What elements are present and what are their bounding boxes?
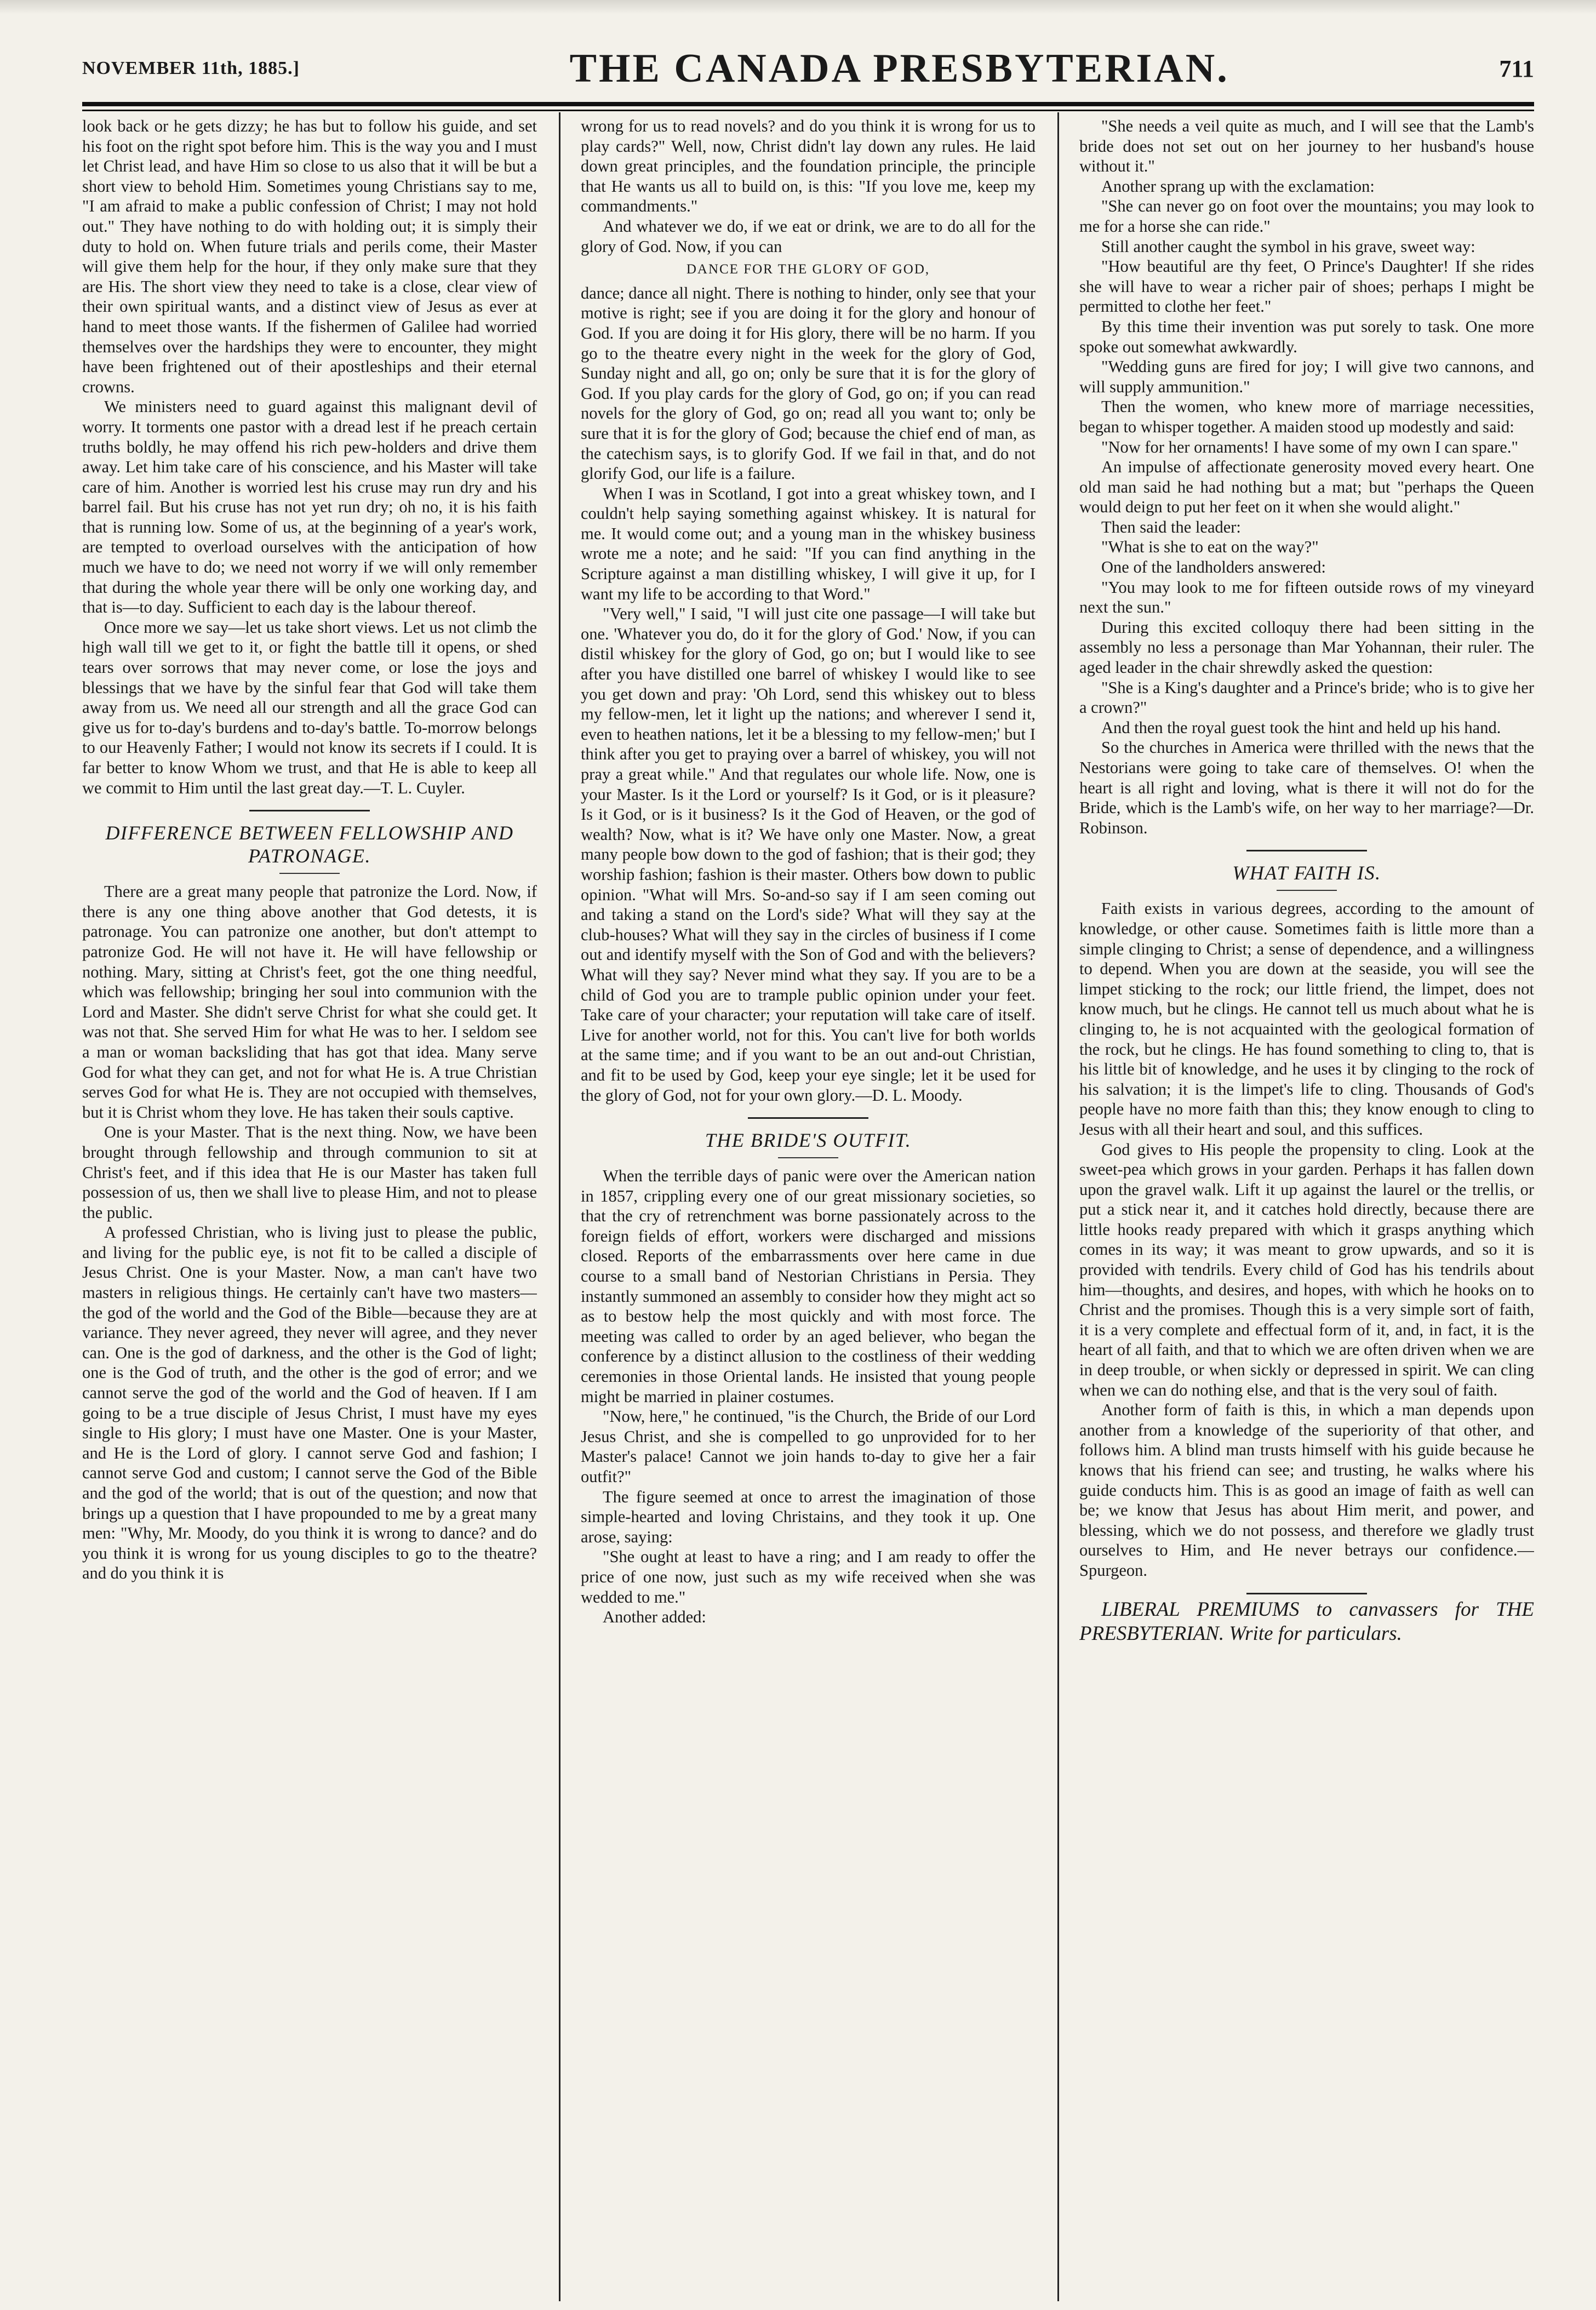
article-paragraph: Another added: [603, 1608, 706, 1627]
article-paragraph: The figure seemed at once to arrest the imagination of those simple-hearted and loving Christains, and they took it up. One arose, saying: [581, 1487, 1036, 1546]
article-paragraph: And whatever we do, if we eat or drink, we are to do all for the glory of God. Now, if you can [581, 216, 1036, 256]
article-paragraph: look back or he gets dizzy; he has but to follow his guide, and set his foot on the right spot before him. This is the way you and I must let Christ lead, and have Him so close to us also that it will be but a short view to behold Him. Sometimes young Christians say to me, "I am afraid to make a public confession of Christ; I may not hold out." They have nothing to do with holding out; it is simply their duty to hold on. When future trials and perils come, their Master will give them help for the hour, if they only make sure that they are His. The short view they need to take is a close, clear view of their own spiritual wants, and a distinct view of Jesus as ever at hand to meet those wants. If the fishermen of Galilee had worried themselves over the hardships they were to encounter, they might have been frightened out of their apostleships and their eternal crowns. [82, 117, 537, 396]
article-paragraph: Then the women, who knew more of marriage necessities, began to whisper together. A maiden stood up modestly and said: [1079, 397, 1534, 436]
article-paragraph: "Now for her ornaments! I have some of my own I can spare." [1101, 437, 1518, 456]
section-divider [249, 810, 370, 811]
page-top-edge [0, 0, 1596, 14]
article-paragraph: wrong for us to read novels? and do you think it is wrong for us to play cards?" Well, now, Christ didn't lay down any rules. He laid down great principles, and the foundation principle, the principle that He wants us all to build on, is this: "If you love me, keep my commandments." [581, 117, 1036, 216]
article-paragraph: "She can never go on foot over the mountains; you may look to me for a horse she can ride." [1079, 197, 1534, 236]
section-divider [1246, 850, 1367, 851]
issue-date: NOVEMBER 11th, 1885.] [82, 58, 300, 78]
article-paragraph: "Now, here," he continued, "is the Church, the Bride of our Lord Jesus Christ, and she is compelled to go unprovided for to her Master's palace! Cannot we join hands to-day to give her a fair outfit?" [581, 1407, 1036, 1486]
article-paragraph: Then said the leader: [1101, 517, 1241, 536]
heading-rule [1277, 890, 1337, 891]
article-paragraph: "What is she to eat on the way?" [1101, 538, 1319, 557]
article-paragraph: Another form of faith is this, in which a man depends upon another from a knowledge of the superiority of that other, and follows him. A blind man trusts himself with his guide because he knows that his friend can see; and trusting, he walks where his guide conducts him. This is as good an image of faith as well can be; we know that Jesus has about Him merit, and power, and blessing, which we do not possess, and therefore we gladly trust ourselves to Him, and He never betrays our confidence.—Spurgeon. [1079, 1400, 1534, 1580]
article-paragraph: "Wedding guns are fired for joy; I will give two cannons, and will supply ammunition." [1079, 357, 1534, 396]
article-paragraph: "She needs a veil quite as much, and I will see that the Lamb's bride does not set out on her journey to her husband's house without it." [1079, 117, 1534, 176]
article-paragraph: One of the landholders answered: [1101, 558, 1326, 577]
article-paragraph: Faith exists in various degrees, according to the amount of knowledge, or other cause. Sometimes faith is little more than a simple clinging to Christ; a sense of dependence, and a willingness to depend. When you are down at the seaside, you will see the limpet sticking to the rock; our little friend, the limpet, does not know much, but he clings. He cannot tell us much about what he is clinging to, he is not acquainted with the geological formation of the rock, but he clings. He has found something to cling to, that is his little bit of knowledge, and he uses it by clinging to the rock of his salvation; it is the limpet's life to cling. Thousands of God's people have no more faith than this; they know enough to cling to Jesus with all their heart and soul, and this suffices. [1079, 899, 1534, 1139]
article-heading: THE BRIDE'S OUTFIT. [705, 1129, 912, 1152]
article-paragraph: dance; dance all night. There is nothing to hinder, only see that your motive is right; see if you are doing it for the glory and honour of God. If you are doing it for His glory, there will be no harm. If you go to the theatre every night in the week for the glory of God, Sunday night and all, go on; only be sure that it is for the glory of God. If you play cards for the glory of God, go on; if you can read novels for the glory of God, go on; read all you want to; only be sure that it is for the glory of God; because the chief end of man, as the catechism says, is to glorify God. If we fail in that, and do not glorify God, our life is a failure. [581, 283, 1036, 483]
section-divider [1246, 1593, 1367, 1594]
article-paragraph: "You may look to me for fifteen outside rows of my vineyard next the sun." [1079, 578, 1534, 617]
article-heading: DIFFERENCE BETWEEN FELLOWSHIP AND PATRONAGE. [105, 822, 514, 867]
masthead [82, 38, 1534, 99]
column-3 [1079, 116, 1534, 2302]
article-paragraph: An impulse of affectionate generosity moved every heart. One old man said he had nothing but a mat; but "perhaps the Queen would deign to put her feet on it when she would alight." [1079, 458, 1534, 517]
article-subheading: DANCE FOR THE GLORY OF GOD, [686, 262, 930, 277]
column-2 [581, 116, 1036, 2302]
article-paragraph: "Very well," I said, "I will just cite one passage—I will take but one. 'Whatever you do, do it for the glory of God.' Now, if you can distil whiskey for the glory of God, go on; but I would like to see after you have distilled one barrel of whiskey I would like to see you get down and pray: 'Oh Lord, send this whiskey out to bless my fellow-men, let it light up the nations; and wherever I send it, even to heathen nations, let it be a blessing to my fellow-men;' but I think after you get to praying over a barrel of whiskey, you will not pray a great while." And that regulates our whole life. Now, one is your Master. Is it the Lord or yourself? Is it God, or is it pleasure? Is it God, or is it business? Is it the God of Heaven, or the god of wealth? Now, what is it? We have only one Master. Now, a great many people bow down to the god of fashion; that is their god; they worship fashion; fashion is their master. Others bow down to public opinion. "What will Mrs. So-and-so say if I am seen coming out and taking a stand on the Lord's side? What will they say at the club-houses? What will they say in the circles of business if I come out and identify myself with the Son of God and with the believers? What will they say? Never mind what they say. If you are to be a child of God you are to trample public opinion under your feet. Take care of your character; your reputation will take care of itself. Live for another world, not for this. You can't live for both worlds at the same time; and if you want to be an out and-out Christian, and fit to be used by God, keep your eye single; let it be used for the glory of God, not for your own glory.—D. L. Moody. [581, 604, 1036, 1105]
premiums-notice: LIBERAL PREMIUMS to canvassers for THE PRESBYTERIAN. Write for particulars. [1079, 1598, 1534, 1645]
section-divider [748, 1117, 868, 1119]
newspaper-title: THE CANADA PRESBYTERIAN. [569, 45, 1229, 91]
article-paragraph: When the terrible days of panic were over the American nation in 1857, crippling every one of our great missionary societies, so that the cry of retrenchment was borne passionately across to the foreign fields of effort, workers were discharged and missions closed. Reports of the embarrassments over here came in due course to a small band of Nestorian Christians in Persia. They instantly summoned an assembly to consider how they might act so as to bestow help the most quickly and with most force. The meeting was called to order by an aged believer, who began the conference by a distinct allusion to the costliness of their wedding ceremonies in those Oriental lands. He insisted that young people might be married in plainer costumes. [581, 1167, 1036, 1406]
article-paragraph: We ministers need to guard against this malignant devil of worry. It torments one pastor with a dread lest if he preach certain truths boldly, he may offend his rich pew-holders and drive them away. Let him take care of his conscience, and his Master will take care of him. Another is worried lest his cruse may run dry and his barrel fail. But his cruse has not yet run dry; oh no, it is his faith that is running low. Some of us, at the beginning of a year's work, are tempted to overload ourselves with the anticipation of how much we have to do; we need not worry if we will only remember that during the whole year there will be only one working day, and that is—to day. Sufficient to each day is the labour thereof. [82, 397, 537, 617]
article-paragraph: "She ought at least to have a ring; and I am ready to offer the price of one now, just such as my wife received when she was wedded to me." [581, 1547, 1036, 1606]
article-paragraph: Still another caught the symbol in his grave, sweet way: [1101, 237, 1475, 256]
article-paragraph: During this excited colloquy there had been sitting in the assembly no less a personage than Mar Yohannan, their ruler. The aged leader in the chair shrewdly asked the question: [1079, 617, 1534, 677]
heading-rule [778, 1157, 838, 1158]
article-paragraph: And then the royal guest took the hint and held up his hand. [1101, 718, 1501, 737]
article-paragraph: There are a great many people that patronize the Lord. Now, if there is any one thing above another that God detests, it is patronage. You can patronize one another, but don't attempt to patronize God. He will not have it. He will have fellowship or nothing. Mary, sitting at Christ's feet, got the one thing needful, which was fellowship; bringing her soul into communion with the Lord and Master. She didn't serve Christ for what she could get. It was not that. She served Him for what He was to her. I seldom see a man or woman backsliding that has got that idea. Many serve God for what they can get, and not for what He is. A true Christian serves God for what He is. They are not occupied with themselves, but it is Christ whom they love. He has taken their souls captive. [82, 882, 537, 1122]
article-paragraph: A professed Christian, who is living just to please the public, and living for the public eye, is not fit to be called a disciple of Jesus Christ. One is your Master. Now, a man can't have two masters in religious things. He certainly can't have two masters—the god of the world and the God of the Bible—because they are at variance. They never agreed, they never will agree, and they never can. One is the god of darkness, and the other is the God of light; one is the God of truth, and the other is the god of error; and we cannot serve the god of the world and the God of heaven. If I am going to be a true disciple of Jesus Christ, I must have my eyes single to His glory; I must have one Master. One is your Master, and He is the Lord of glory. I cannot serve God and fashion; I cannot serve God and custom; I cannot serve the God of the Bible and the god of the world; that is out of the question; and now that brings up a question that I have propounded to me by a great many men: "Why, Mr. Moody, do you think it is wrong to dance? and do you think it is wrong for us young disciples to go to the theatre? and do you think it is [82, 1223, 537, 1583]
page-number: 711 [1499, 55, 1534, 82]
article-paragraph: By this time their invention was put sorely to task. One more spoke out somewhat awkwardly. [1079, 317, 1534, 356]
article-paragraph: When I was in Scotland, I got into a great whiskey town, and I couldn't help saying something against whiskey. It is natural for me. It would come out; and a young man in the whiskey business wrote me a note; and he said: "If you can find anything in the Scripture against a man distilling whiskey, I will give it up, for I want my life to be according to that Word." [581, 484, 1036, 603]
article-heading: WHAT FAITH IS. [1232, 862, 1381, 884]
article-paragraph: So the churches in America were thrilled with the news that the Nestorians were going to take care of themselves. O! when the heart is all right and loving, what is there it will not do for the Bride, which is the Lamb's wife, on her way to her marriage?—Dr. Robinson. [1079, 738, 1534, 837]
column-1 [82, 116, 537, 2302]
article-paragraph: One is your Master. That is the next thing. Now, we have been brought through fellowship and through communion to sit at Christ's feet, and if this idea that He is our Master has taken full possession of us, then we shall live to please Him, and not to please the public. [82, 1123, 537, 1222]
article-paragraph: "How beautiful are thy feet, O Prince's Daughter! If she rides she will have to wear a richer pair of shoes; perhaps I might be permitted to clothe her feet." [1079, 257, 1534, 316]
article-paragraph: Another sprang up with the exclamation: [1101, 176, 1375, 196]
heading-rule [279, 873, 340, 874]
masthead-rule [82, 102, 1534, 111]
article-paragraph: Once more we say—let us take short views. Let us not climb the high wall till we get to it, or fight the battle till it opens, or shed tears over sorrows that may never come, or lose the joys and blessings that we have by the sinful fear that God will take them away from us. We need all our strength and all the grace God can give us for to-day's burdens and to-day's battle. To-morrow belongs to our Heavenly Father; I would not know its secrets if I could. It is far better to know Whom we trust, and that He is able to keep all we commit to Him until the last great day.—T. L. Cuyler. [82, 617, 537, 797]
article-paragraph: God gives to His people the propensity to cling. Look at the sweet-pea which grows in your garden. Perhaps it has fallen down upon the gravel walk. Lift it up against the laurel or the trellis, or put a stick near it, and it catches hold directly, because there are little hooks ready prepared with which it grasps anything which comes in its way; it was meant to grow upwards, and so it is provided with tendrils. Every child of God has his tendrils about him—thoughts, and desires, and hopes, with which he hooks on to Christ and the promises. Though this is a very simple sort of faith, it is a very complete and effectual form of it, and, in fact, it is the heart of all faith, and that to which we are often driven when we are in deep trouble, or when sickly or depressed in spirit. We can cling when we can do nothing else, and that is the very soul of faith. [1079, 1140, 1534, 1399]
column-divider [559, 112, 560, 2301]
article-paragraph: "She is a King's daughter and a Prince's bride; who is to give her a crown?" [1079, 678, 1534, 717]
column-divider [1057, 112, 1059, 2301]
